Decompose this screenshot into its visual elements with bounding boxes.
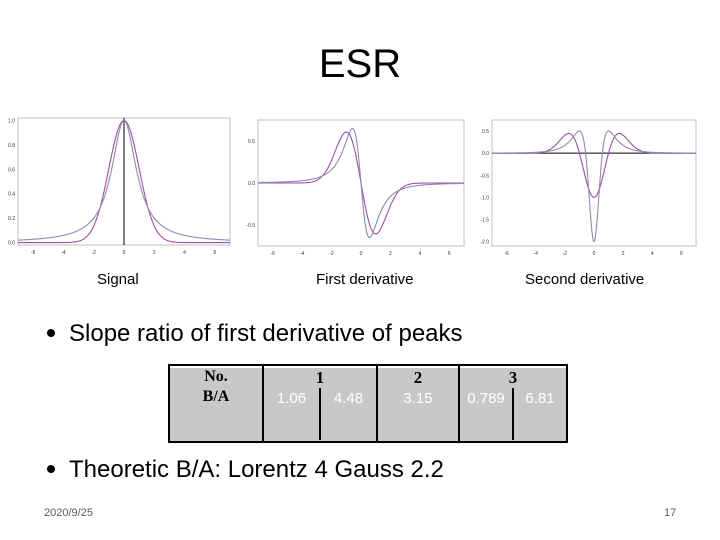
table-header-cell: [169, 365, 263, 442]
plot-frame: [492, 120, 696, 246]
y-tick-label: 0.0: [482, 151, 489, 158]
x-tick-label: 2: [389, 251, 392, 257]
x-tick-label: 0: [592, 251, 596, 257]
table-col-2: [377, 365, 459, 442]
table-col-1-label: 1: [315, 368, 325, 387]
gaussian-second-derivative-curve: [492, 133, 696, 197]
signal-chart-svg: [6, 112, 234, 264]
bullet-dot: [47, 329, 55, 337]
table-col-3-value-a: 0.789: [467, 390, 505, 407]
second-derivative-plot: [470, 116, 700, 264]
x-tick-label: 2: [152, 250, 156, 256]
table-col-3-label: 3: [508, 368, 518, 387]
table-col-3: [459, 365, 567, 442]
y-tick-label: 1.0: [8, 118, 15, 125]
bullet-slope-ratio: [47, 320, 463, 348]
slide-title: ESR: [318, 42, 402, 86]
bullet-dot: [47, 465, 55, 473]
x-tick-label: 2: [621, 251, 625, 257]
y-tick-label: -2.0: [480, 239, 489, 246]
y-tick-label: 0.0: [248, 181, 255, 187]
table-col-2-value: 3.15: [403, 390, 433, 407]
y-tick-label: -0.5: [480, 173, 489, 180]
first-derivative-chart-svg: [236, 116, 468, 264]
bullet-theoretic: [47, 456, 444, 484]
caption-first-derivative: First derivative: [316, 271, 414, 288]
y-tick-label: 0.4: [8, 191, 15, 198]
table-col-1-value-b: 4.48: [319, 388, 376, 440]
x-tick-label: 4: [418, 251, 422, 257]
y-tick-label: 0.6: [8, 167, 15, 174]
footer-date: 2020/9/25: [44, 507, 93, 519]
x-tick-label: -4: [533, 251, 538, 257]
signal-plot: [6, 112, 234, 264]
x-tick-label: -6: [30, 250, 36, 256]
x-tick-label: 0: [359, 251, 363, 257]
table-col-3-value-b: 6.81: [512, 388, 566, 440]
x-tick-label: 6: [213, 250, 217, 256]
first-derivative-plot: [236, 116, 468, 264]
x-tick-label: -4: [299, 251, 305, 257]
y-tick-label: 0.8: [8, 142, 15, 149]
x-tick-label: -2: [91, 250, 96, 256]
x-tick-label: -4: [61, 250, 66, 256]
y-tick-label: 0.2: [8, 216, 15, 223]
x-tick-label: -6: [270, 251, 275, 257]
second-derivative-chart-svg: [470, 116, 700, 264]
x-tick-label: 4: [650, 251, 654, 257]
caption-second-derivative: Second derivative: [525, 271, 645, 288]
y-tick-label: 0.5: [248, 139, 255, 145]
y-tick-label: 0.5: [482, 129, 489, 136]
x-tick-label: 0: [122, 250, 126, 256]
table-col-1-value-a: 1.06: [276, 390, 307, 407]
y-tick-label: -1.0: [480, 195, 489, 202]
bullet-theoretic-text: Theoretic B/A: Lorentz 4 Gauss 2.2: [69, 456, 444, 483]
table-col-2-label: 2: [413, 368, 423, 387]
lorentzian-second-derivative-curve: [492, 131, 696, 242]
caption-signal: Signal: [97, 271, 139, 288]
page-number: 17: [664, 507, 677, 519]
x-tick-label: 4: [183, 250, 186, 256]
x-tick-label: -2: [562, 251, 568, 257]
y-tick-label: 0.0: [8, 240, 15, 247]
table-header-ba: B/A: [202, 388, 230, 405]
table-header-no: No.: [204, 368, 228, 385]
y-tick-label: -1.5: [480, 217, 489, 224]
x-tick-label: 6: [680, 251, 683, 257]
ratio-table: [168, 364, 568, 443]
x-tick-label: 6: [447, 251, 451, 257]
y-tick-label: -0.5: [246, 223, 255, 229]
x-tick-label: -6: [504, 251, 509, 257]
table-col-1: [263, 365, 377, 442]
x-tick-label: -2: [329, 251, 334, 257]
bullet-slope-ratio-text: Slope ratio of first derivative of peaks: [69, 320, 463, 347]
